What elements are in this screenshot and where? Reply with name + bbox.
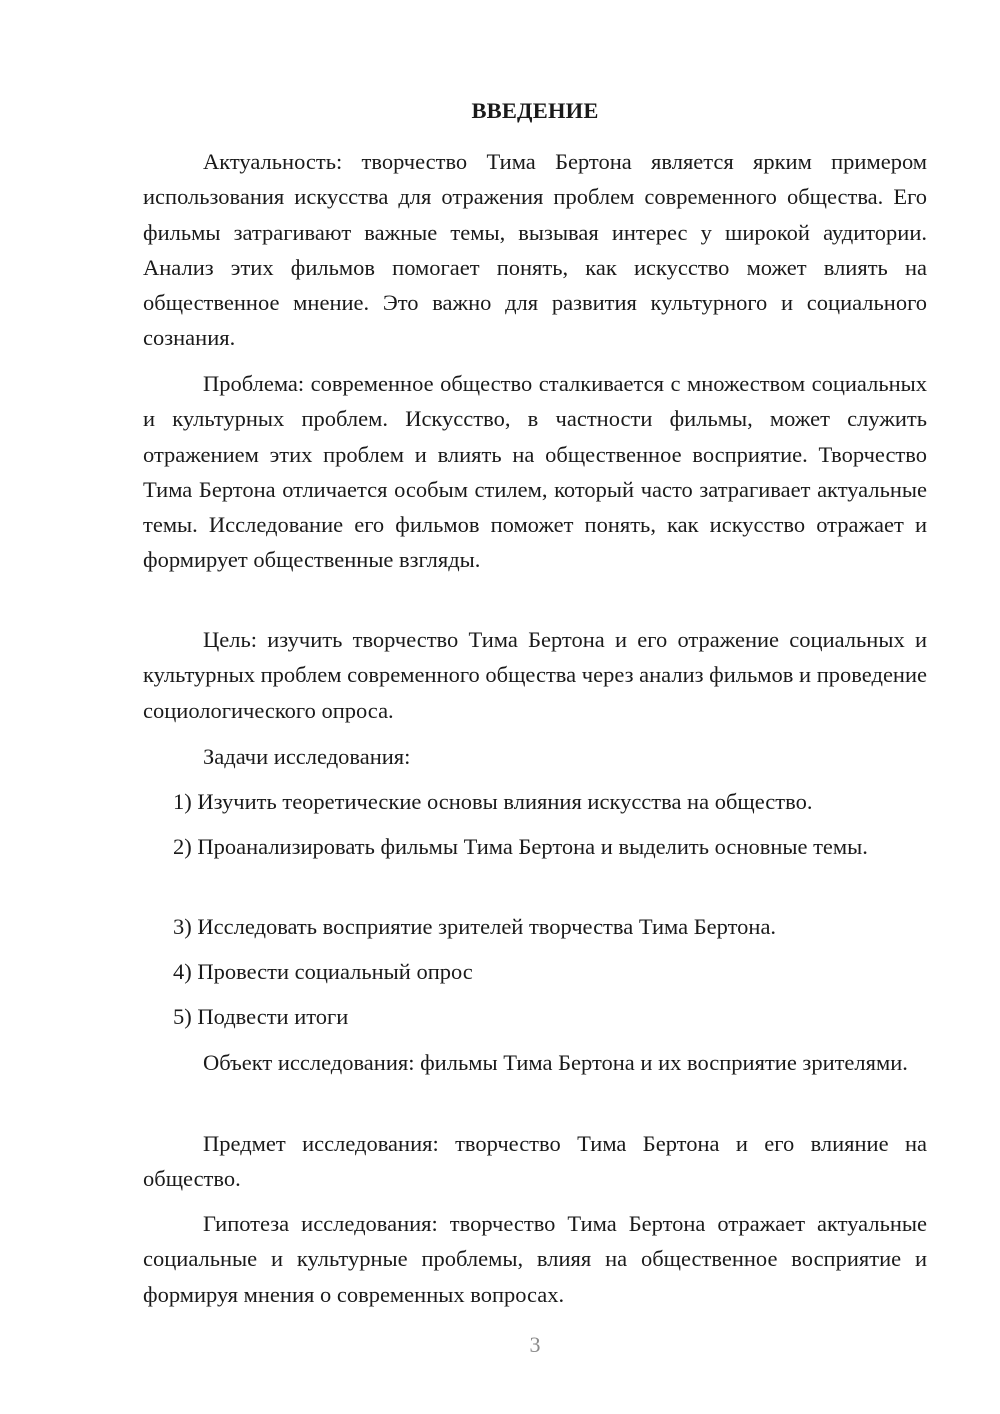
paragraph-subject: Предмет исследования: творчество Тима Бертона и его влияние на общество. bbox=[143, 1131, 927, 1192]
paragraph-hypothesis: Гипотеза исследования: творчество Тима Бертона отражает актуальные социальные и культурные проблемы, влияя на общественное восприятие и формируя мнения о современных вопросах. bbox=[143, 1211, 927, 1307]
task-item-5: 5) Подвести итоги bbox=[173, 1004, 349, 1029]
paragraph-relevance: Актуальность: творчество Тима Бертона является ярким примером использования искусства для отражения проблем современного общества. Его фильмы затрагивают важные темы, вызывая интерес у широкой аудитории. Анализ этих фильмов помогает понять, как искусство может влиять на общественное мнение. Это важно для развития культурного и социального сознания. bbox=[143, 149, 927, 351]
section-title: ВВЕДЕНИЕ bbox=[471, 98, 599, 123]
task-item-2: 2) Проанализировать фильмы Тима Бертона и выделить основные темы. bbox=[173, 834, 868, 859]
task-item-4: 4) Провести социальный опрос bbox=[173, 959, 473, 984]
paragraph-object: Объект исследования: фильмы Тима Бертона и их восприятие зрителями. bbox=[203, 1050, 908, 1075]
task-item-1: 1) Изучить теоретические основы влияния искусства на общество. bbox=[173, 789, 813, 814]
paragraph-problem: Проблема: современное общество сталкивается с множеством социальных и культурных проблем. Искусство, в частности фильмы, может служить отражением этих проблем и влиять на общественное восприятие. Творчество Тима Бертона отличается особым стилем, который часто затрагивает актуальные темы. Исследование его фильмов поможет понять, как искусство отражает и формирует общественные взгляды. bbox=[143, 371, 927, 573]
paragraph-goal: Цель: изучить творчество Тима Бертона и его отражение социальных и культурных проблем современного общества через анализ фильмов и проведение социологического опроса. bbox=[143, 627, 927, 723]
tasks-heading: Задачи исследования: bbox=[203, 744, 411, 769]
page-number: 3 bbox=[529, 1332, 541, 1357]
task-item-3: 3) Исследовать восприятие зрителей творчества Тима Бертона. bbox=[173, 914, 777, 939]
